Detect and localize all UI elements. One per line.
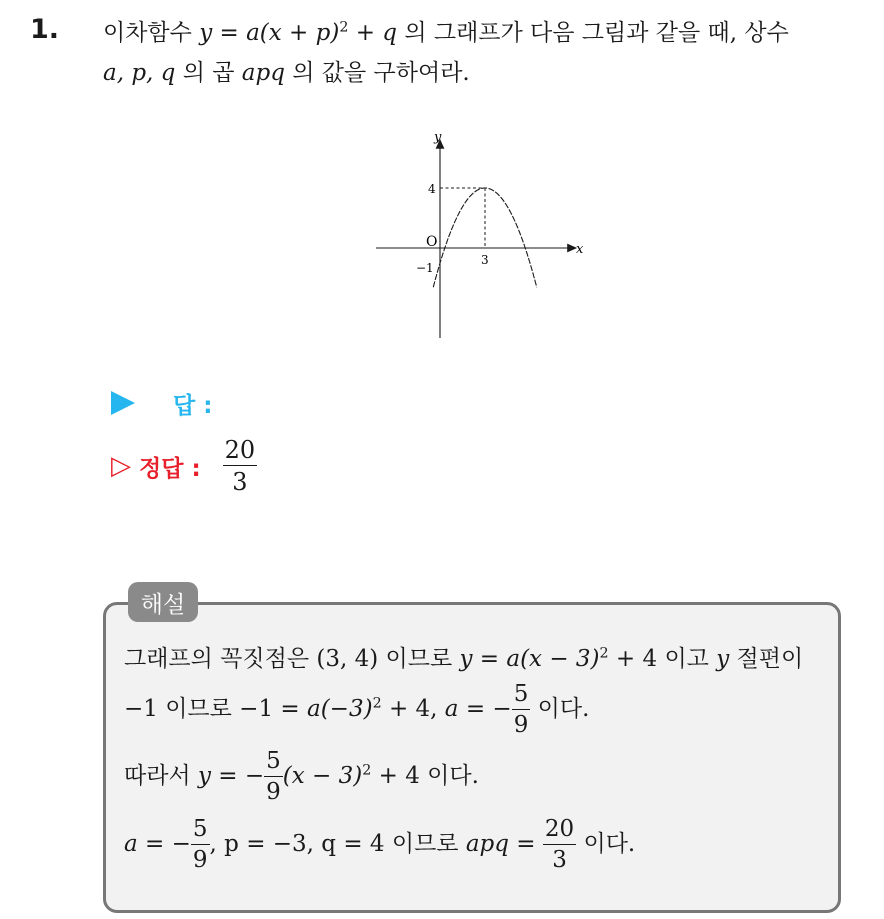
y-tick-neg1: −1 — [416, 261, 434, 275]
correct-answer-fraction — [223, 438, 258, 494]
solution-equation: (x − 3) — [282, 763, 363, 789]
fraction-denominator: 3 — [552, 847, 567, 873]
solution-text: 절편이 — [736, 646, 804, 672]
correct-answer-label: 정답 : — [139, 455, 201, 482]
correct-answer-row — [111, 438, 257, 494]
solution-text: 그래프의 꼭짓점은 (3, 4) 이므로 — [124, 646, 453, 672]
fraction-denominator: 9 — [192, 847, 208, 873]
solution-line-4 — [124, 818, 635, 872]
solution-equation: y = a(x − 3) — [459, 646, 600, 672]
question-mid-text: 의 곱 — [182, 60, 235, 86]
y-tick-4: 4 — [428, 182, 436, 196]
solution-equation: y = − — [197, 763, 265, 789]
solution-equation: a = − — [444, 696, 512, 722]
question-line-1 — [103, 14, 789, 47]
answer-label: 답 : — [173, 392, 213, 419]
question-line-2 — [103, 54, 470, 87]
answer-row — [111, 386, 212, 420]
solution-text: 이고 — [664, 646, 709, 672]
fraction-denominator: 9 — [266, 779, 281, 805]
solution-text: 이다. — [583, 831, 636, 857]
fraction-numerator: 5 — [191, 818, 210, 845]
solution-equation-tail: + 4 — [608, 646, 658, 672]
origin-label: O — [426, 234, 438, 250]
solution-equation-tail: + 4, — [381, 696, 438, 722]
correct-answer-denominator: 3 — [232, 468, 248, 496]
solution-text: 따라서 — [124, 763, 191, 789]
solution-fraction — [512, 683, 531, 737]
solution-exponent: 2 — [372, 695, 382, 712]
correct-answer-marker-icon: ▷ — [111, 451, 131, 481]
parabola-graph — [370, 124, 590, 344]
solution-line-3 — [124, 750, 479, 804]
solution-result-fraction — [543, 818, 576, 872]
question-product: apq — [241, 60, 285, 86]
solution-line-1 — [124, 640, 803, 673]
solution-text: , p = −3, q = 4 이므로 — [209, 831, 459, 857]
solution-exponent: 2 — [599, 645, 609, 662]
solution-text: −1 이므로 −1 = — [124, 696, 300, 722]
solution-text: 이다. — [537, 696, 590, 722]
solution-fraction — [191, 818, 210, 872]
y-axis-label: y — [434, 130, 442, 145]
x-axis-label: x — [576, 242, 584, 257]
fraction-denominator: 9 — [513, 712, 529, 738]
question-suffix: 의 그래프가 다음 그림과 같을 때, 상수 — [404, 20, 789, 46]
solution-fraction — [264, 750, 283, 804]
answer-marker-icon — [111, 391, 135, 415]
solution-equation: a(−3) — [306, 696, 373, 722]
solution-equation: a = − — [124, 831, 191, 857]
correct-answer-numerator: 20 — [224, 436, 256, 464]
question-exponent: 2 — [339, 19, 349, 36]
question-number: 1. — [30, 14, 60, 45]
solution-variable: y — [716, 646, 730, 672]
x-tick-3: 3 — [481, 253, 489, 267]
fraction-numerator: 5 — [512, 683, 531, 710]
solution-exponent: 2 — [362, 762, 372, 779]
solution-equation-tail: + 4 이다. — [371, 763, 479, 789]
solution-tab: 해설 — [128, 582, 198, 622]
solution-line-2 — [124, 683, 589, 737]
solution-product: apq = — [465, 831, 536, 857]
question-variables: a, p, q — [103, 60, 176, 86]
question-equation-tail: + q — [348, 20, 398, 46]
question-prefix: 이차함수 — [103, 20, 192, 46]
fraction-numerator: 20 — [543, 818, 576, 845]
question-equation: y = a(x + p) — [199, 20, 340, 46]
question-suffix-2: 의 값을 구하여라. — [292, 60, 470, 86]
fraction-numerator: 5 — [264, 750, 283, 777]
